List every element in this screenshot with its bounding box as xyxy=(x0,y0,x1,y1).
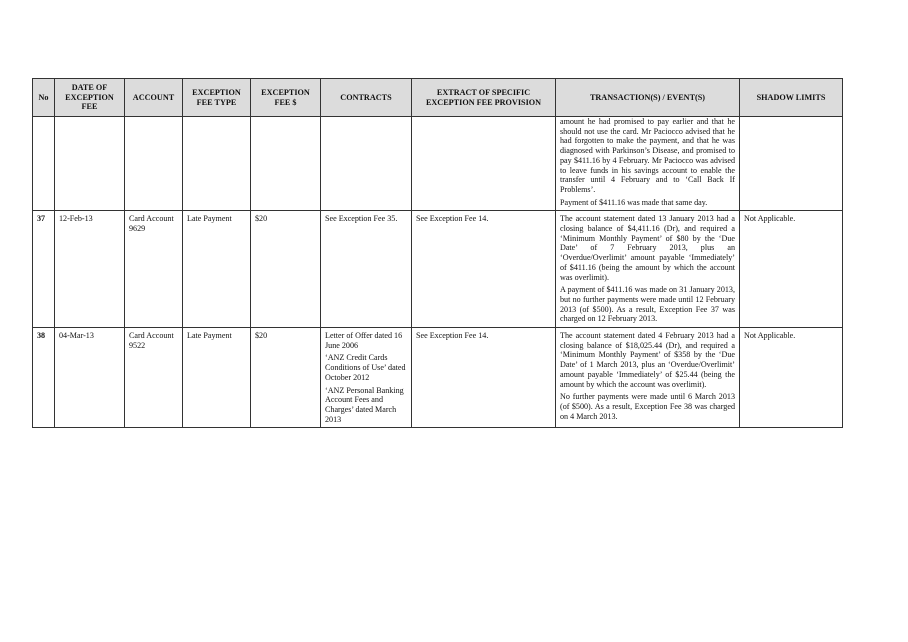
table-header xyxy=(33,79,843,117)
cell-contracts xyxy=(321,211,412,328)
cell-fee-amount xyxy=(251,117,321,211)
transaction-paragraph: The account statement dated 13 January 2013 had a closing balance of $4,411.16 (Dr), and required a ‘Minimum Monthly Payment’ of $80 by the ‘Due Date’ of 7 February 2013, plus an ‘Overdue/Overlimit’ amount payable ‘Immediately’ of $411.16 (being the amount by which the account was overlimit). xyxy=(560,214,735,282)
header-shadow-limits: SHADOW LIMITS xyxy=(740,79,843,117)
transaction-paragraph: Payment of $411.16 was made that same day. xyxy=(560,197,708,207)
cell-date xyxy=(55,117,125,211)
table-row xyxy=(33,211,843,328)
transaction-paragraph: A payment of $411.16 was made on 31 January 2013, but no further payments were made until 12 February 2013 (of $500). As a result, Exception Fee 37 was charged on 12 February 2013. xyxy=(560,285,735,324)
header-extract: EXTRACT OF SPECIFIC EXCEPTION FEE PROVISION xyxy=(412,79,556,117)
exception-fees-table xyxy=(32,78,843,428)
header-fee-type: EXCEPTION FEE TYPE xyxy=(183,79,251,117)
cell-shadow-limits: Not Applicable. xyxy=(740,211,843,328)
header-transactions: TRANSACTION(S) / EVENT(S) xyxy=(556,79,740,117)
transaction-paragraph: amount he had promised to pay earlier and that he should not use the card. Mr Paciocco advised that he had forgotten to make the payment, and that he was diagnosed with Parkinson’s Disease, and promised to pay $411.16 by 4 February. Mr Paciocco was advised to leave funds in his savings account to enable the transfer until 4 February and to ‘Call Back If Problems’. xyxy=(560,117,735,194)
header-date: DATE OF EXCEPTION FEE xyxy=(55,79,125,117)
contract-item: ‘ANZ Personal Banking Account Fees and Charges’ dated March 2013 xyxy=(325,385,404,424)
header-fee-amount: EXCEPTION FEE $ xyxy=(251,79,321,117)
cell-contracts xyxy=(321,117,412,211)
contract-item: See Exception Fee 35. xyxy=(325,214,398,224)
cell-fee-amount: $20 xyxy=(251,211,321,328)
cell-no: 38 xyxy=(33,328,55,428)
cell-fee-type: Late Payment xyxy=(183,328,251,428)
cell-contracts xyxy=(321,328,412,428)
cell-fee-type: Late Payment xyxy=(183,211,251,328)
cell-date: 12-Feb-13 xyxy=(55,211,125,328)
transaction-paragraph: No further payments were made until 6 March 2013 (of $500). As a result, Exception Fee 38 was charged on 4 March 2013. xyxy=(560,392,735,421)
cell-no xyxy=(33,117,55,211)
cell-account xyxy=(125,117,183,211)
cell-extract xyxy=(412,117,556,211)
cell-extract: See Exception Fee 14. xyxy=(412,211,556,328)
table-row-continued xyxy=(33,117,843,211)
cell-extract: See Exception Fee 14. xyxy=(412,328,556,428)
cell-transactions xyxy=(556,211,740,328)
cell-account: Card Account 9522 xyxy=(125,328,183,428)
cell-transactions xyxy=(556,328,740,428)
contract-item: ‘ANZ Credit Cards Conditions of Use’ dated October 2012 xyxy=(325,353,406,382)
header-no: No xyxy=(33,79,55,117)
cell-account: Card Account 9629 xyxy=(125,211,183,328)
cell-no: 37 xyxy=(33,211,55,328)
cell-transactions xyxy=(556,117,740,211)
cell-shadow-limits xyxy=(740,117,843,211)
header-contracts: CONTRACTS xyxy=(321,79,412,117)
transaction-paragraph: The account statement dated 4 February 2013 had a closing balance of $18,025.44 (Dr), and required a ‘Minimum Monthly Payment’ of $358 by the ‘Due Date’ of 1 March 2013, plus an ‘Overdue/Overlimit’ amount payable ‘Immediately’ of $25.44 (being the amount by which the account was overlimit). xyxy=(560,331,735,389)
contract-item: Letter of Offer dated 16 June 2006 xyxy=(325,331,403,350)
cell-fee-type xyxy=(183,117,251,211)
cell-date: 04-Mar-13 xyxy=(55,328,125,428)
cell-fee-amount: $20 xyxy=(251,328,321,428)
table-row xyxy=(33,328,843,428)
cell-shadow-limits: Not Applicable. xyxy=(740,328,843,428)
header-account: ACCOUNT xyxy=(125,79,183,117)
